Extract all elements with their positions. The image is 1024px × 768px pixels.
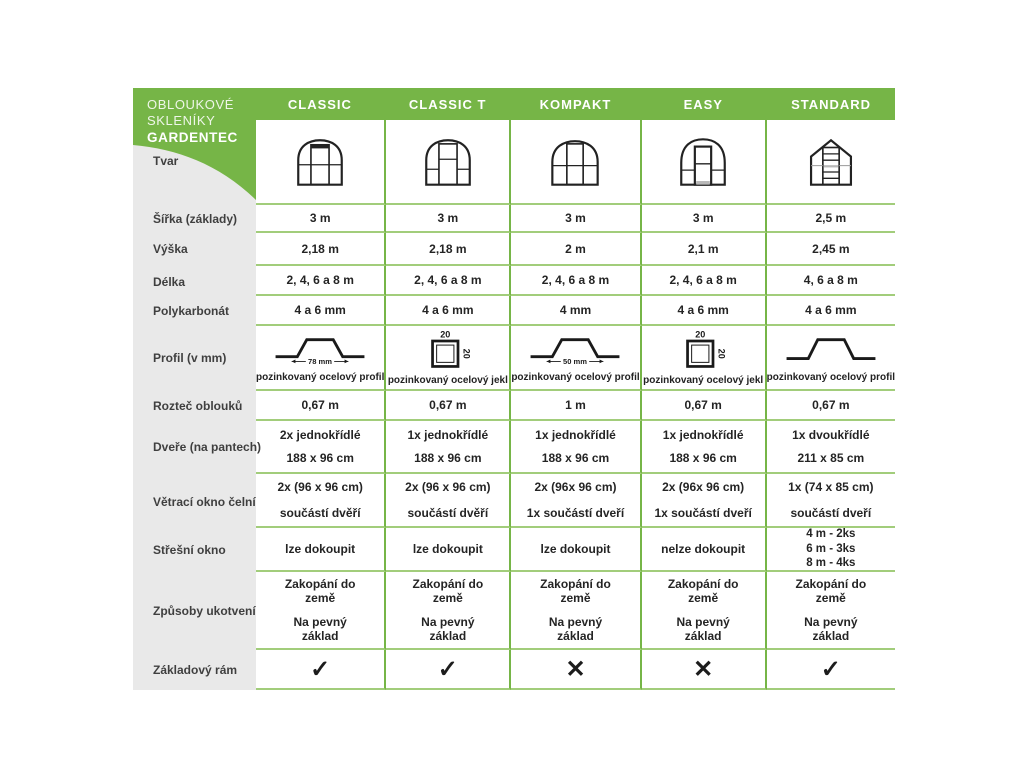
ukotveni-option2: Na pevný — [676, 614, 730, 629]
ukotveni-option1: Zakopání do — [540, 576, 611, 591]
ukotveni-cell — [256, 572, 386, 650]
vyska-cell — [767, 233, 895, 266]
vetraci-note: součástí dvěří — [279, 506, 361, 520]
vetraci-cell — [767, 474, 895, 528]
dvere-size: 211 x 85 cm — [797, 451, 865, 465]
stresni-value-line: 4 m - 2ks — [806, 527, 856, 540]
row-label-polykarbonat: Polykarbonát — [153, 304, 230, 318]
row-label-vyska: Výška — [153, 242, 188, 256]
ukotveni-cell — [767, 572, 895, 650]
sirka-value: 3 m — [437, 211, 459, 225]
roztec-cell — [767, 391, 895, 421]
greenhouse-easy-icon — [674, 135, 732, 189]
hat-profile-icon — [523, 332, 627, 370]
ukotveni-option1: Zakopání do — [667, 576, 739, 591]
square-dim-top: 20 — [440, 329, 451, 340]
sirka-value: 3 m — [565, 211, 586, 225]
ukotveni-option2b: základ — [684, 628, 722, 643]
ukotveni-cell — [511, 572, 641, 650]
check-icon: ✓ — [437, 655, 458, 683]
vetraci-cell — [511, 474, 641, 528]
hat-profile-icon — [779, 332, 883, 370]
ram-cell — [386, 650, 511, 690]
hat-dim-label: 78 mm — [308, 357, 333, 367]
ram-cell — [511, 650, 641, 690]
tvar-cell-classic-t — [386, 120, 511, 205]
sirka-cell — [511, 205, 641, 233]
vetraci-note: součástí dveří — [790, 506, 872, 520]
profil-caption: pozinkovaný ocelový profil — [766, 372, 895, 383]
stresni-value: nelze dokoupit — [661, 542, 746, 556]
dvere-size: 188 x 96 cm — [414, 451, 482, 465]
ukotveni-cell — [642, 572, 767, 650]
ukotveni-option2: Na pevný — [293, 614, 347, 629]
profil-caption: pozinkovaný ocelový profil — [511, 372, 640, 383]
tvar-cell-easy — [642, 120, 767, 205]
delka-cell — [256, 266, 386, 296]
greenhouse-classic-icon — [291, 135, 349, 189]
delka-value: 2, 4, 6 a 8 m — [286, 273, 354, 287]
polykarbonat-value: 4 a 6 mm — [294, 303, 346, 317]
ukotveni-option1b: země — [432, 591, 463, 606]
delka-value: 2, 4, 6 a 8 m — [541, 273, 610, 287]
greenhouse-standard-icon — [802, 135, 860, 189]
stresni-value-line: 6 m - 3ks — [806, 542, 856, 555]
vyska-cell — [642, 233, 767, 266]
ukotveni-option1b: země — [560, 591, 591, 606]
ukotveni-option1: Zakopání do — [284, 576, 356, 591]
profil-cell-classic-t — [386, 326, 511, 391]
column-header-kompakt: KOMPAKT — [539, 96, 612, 112]
column-header-standard: STANDARD — [791, 96, 872, 112]
stresni-cell — [386, 528, 511, 572]
sirka-cell — [386, 205, 511, 233]
row-label-sirka: Šířka (základy) — [153, 212, 238, 226]
dvere-size: 188 x 96 cm — [669, 451, 737, 465]
sirka-cell — [256, 205, 386, 233]
sirka-cell — [642, 205, 767, 233]
vyska-value: 2,18 m — [429, 241, 467, 256]
vyska-cell — [511, 233, 641, 266]
tvar-cell-kompakt — [511, 120, 641, 205]
roztec-cell — [511, 391, 641, 421]
dvere-cell — [386, 421, 511, 474]
vetraci-note: 1x součástí dveří — [526, 506, 625, 520]
vyska-value: 2,18 m — [301, 241, 339, 256]
vyska-cell — [256, 233, 386, 266]
check-icon: ✓ — [820, 655, 841, 683]
roztec-value: 0,67 m — [812, 398, 850, 412]
roztec-value: 0,67 m — [684, 398, 722, 412]
row-label-sidebar — [133, 88, 256, 690]
roztec-cell — [256, 391, 386, 421]
row-label-tvar: Tvar — [153, 154, 179, 168]
polykarbonat-cell — [511, 296, 641, 326]
vetraci-note: součástí dvěří — [407, 506, 489, 520]
brand-line2: SKLENÍKY — [147, 113, 216, 128]
column-header-classic: CLASSIC — [287, 96, 352, 112]
profil-cell-standard — [767, 326, 895, 391]
dvere-type: 1x jednokřídlé — [407, 428, 489, 442]
polykarbonat-cell — [256, 296, 386, 326]
delka-value: 4, 6 a 8 m — [803, 273, 858, 287]
column-headers — [256, 88, 895, 120]
brand-logo — [147, 97, 238, 146]
sirka-value: 3 m — [692, 211, 714, 225]
row-label-profil: Profil (v mm) — [153, 351, 227, 365]
hat-dim-label: 50 mm — [563, 357, 588, 367]
profil-cell-easy — [642, 326, 767, 391]
ukotveni-option2: Na pevný — [804, 614, 858, 629]
stresni-value-line: 8 m - 4ks — [806, 557, 856, 570]
square-profile-icon — [418, 329, 478, 373]
data-grid — [256, 120, 895, 690]
dvere-size: 188 x 96 cm — [541, 451, 610, 465]
ram-cell — [256, 650, 386, 690]
roztec-value: 0,67 m — [301, 398, 339, 412]
roztec-value: 1 m — [565, 398, 586, 412]
vyska-value: 2,45 m — [812, 241, 850, 256]
polykarbonat-cell — [642, 296, 767, 326]
ram-cell — [767, 650, 895, 690]
profil-cell-classic — [256, 326, 386, 391]
polykarbonat-value: 4 a 6 mm — [677, 303, 729, 317]
stresni-cell — [767, 528, 895, 572]
comparison-table — [133, 88, 895, 690]
square-dim-side: 20 — [716, 348, 727, 359]
profil-caption: pozinkovaný ocelový profil — [256, 372, 385, 383]
brand-line1: OBLOUKOVÉ — [147, 97, 235, 112]
row-label-dvere: Dveře (na pantech) — [153, 440, 262, 454]
dvere-type: 1x jednokřídlé — [662, 428, 744, 442]
vetraci-count: 2x (96 x 96 cm) — [277, 480, 363, 494]
vetraci-note: 1x součástí dveří — [654, 506, 752, 520]
polykarbonat-cell — [767, 296, 895, 326]
dvere-type: 1x dvoukřídlé — [792, 428, 870, 442]
row-label-delka: Délka — [153, 275, 186, 289]
square-dim-side: 20 — [461, 348, 472, 359]
brand-line3: GARDENTEC — [147, 130, 238, 145]
sirka-value: 2,5 m — [815, 211, 847, 225]
cross-icon: ✕ — [693, 655, 714, 683]
column-header-classic-t: CLASSIC T — [408, 96, 487, 112]
dvere-cell — [642, 421, 767, 474]
vetraci-cell — [256, 474, 386, 528]
profil-caption: pozinkovaný ocelový jekl — [387, 375, 508, 386]
greenhouse-kompakt-icon — [546, 135, 604, 189]
row-label-vetraci: Větrací okno čelní — [153, 495, 256, 509]
row-label-roztec: Rozteč oblouků — [153, 399, 243, 413]
vetraci-cell — [642, 474, 767, 528]
profil-caption: pozinkovaný ocelový jekl — [643, 375, 764, 386]
cross-icon: ✕ — [565, 655, 586, 683]
roztec-cell — [386, 391, 511, 421]
vyska-value: 2 m — [565, 241, 586, 256]
roztec-value: 0,67 m — [429, 398, 467, 412]
polykarbonat-value: 4 a 6 mm — [422, 303, 474, 317]
tvar-cell-standard — [767, 120, 895, 205]
vetraci-count: 2x (96x 96 cm) — [534, 480, 617, 494]
dvere-size: 188 x 96 cm — [286, 451, 354, 465]
ukotveni-option2b: základ — [429, 628, 467, 643]
sirka-cell — [767, 205, 895, 233]
delka-cell — [767, 266, 895, 296]
vetraci-count: 2x (96 x 96 cm) — [405, 480, 491, 494]
vetraci-count: 2x (96x 96 cm) — [662, 480, 745, 494]
stresni-cell — [511, 528, 641, 572]
dvere-type: 2x jednokřídlé — [279, 428, 361, 442]
delka-value: 2, 4, 6 a 8 m — [669, 273, 737, 287]
ukotveni-option2: Na pevný — [421, 614, 475, 629]
ukotveni-option2b: základ — [812, 628, 850, 643]
row-label-ram: Základový rám — [153, 663, 238, 677]
check-icon: ✓ — [310, 655, 331, 683]
dvere-type: 1x jednokřídlé — [535, 428, 616, 442]
column-header-easy: EASY — [683, 96, 723, 112]
delka-cell — [386, 266, 511, 296]
sirka-value: 3 m — [309, 211, 331, 225]
stresni-cell — [642, 528, 767, 572]
row-label-ukotveni: Způsoby ukotvení — [153, 604, 256, 618]
ukotveni-option1: Zakopání do — [412, 576, 484, 591]
ram-cell — [642, 650, 767, 690]
ukotveni-option1b: země — [815, 591, 846, 606]
delka-cell — [642, 266, 767, 296]
stresni-value: lze dokoupit — [285, 542, 356, 556]
vetraci-cell — [386, 474, 511, 528]
dvere-cell — [511, 421, 641, 474]
polykarbonat-value: 4 mm — [559, 303, 592, 317]
ukotveni-option2: Na pevný — [548, 614, 603, 629]
roztec-cell — [642, 391, 767, 421]
square-profile-icon — [673, 329, 733, 373]
ukotveni-option1b: země — [688, 591, 719, 606]
stresni-value: lze dokoupit — [412, 542, 483, 556]
vyska-value: 2,1 m — [687, 241, 719, 256]
ukotveni-cell — [386, 572, 511, 650]
delka-value: 2, 4, 6 a 8 m — [414, 273, 482, 287]
tvar-cell-classic — [256, 120, 386, 205]
row-label-stresni: Střešní okno — [153, 543, 226, 557]
stresni-value: lze dokoupit — [540, 542, 611, 556]
polykarbonat-value: 4 a 6 mm — [805, 303, 857, 317]
stresni-cell — [256, 528, 386, 572]
ukotveni-option2b: základ — [301, 628, 339, 643]
greenhouse-classic-t-icon — [419, 135, 477, 189]
vyska-cell — [386, 233, 511, 266]
square-dim-top: 20 — [695, 329, 706, 340]
profil-cell-kompakt — [511, 326, 641, 391]
hat-profile-icon — [268, 332, 372, 370]
vetraci-count: 1x (74 x 85 cm) — [788, 480, 874, 494]
delka-cell — [511, 266, 641, 296]
dvere-cell — [767, 421, 895, 474]
dvere-cell — [256, 421, 386, 474]
ukotveni-option1b: země — [305, 591, 336, 606]
polykarbonat-cell — [386, 296, 511, 326]
ukotveni-option2b: základ — [557, 628, 594, 643]
ukotveni-option1: Zakopání do — [795, 576, 867, 591]
